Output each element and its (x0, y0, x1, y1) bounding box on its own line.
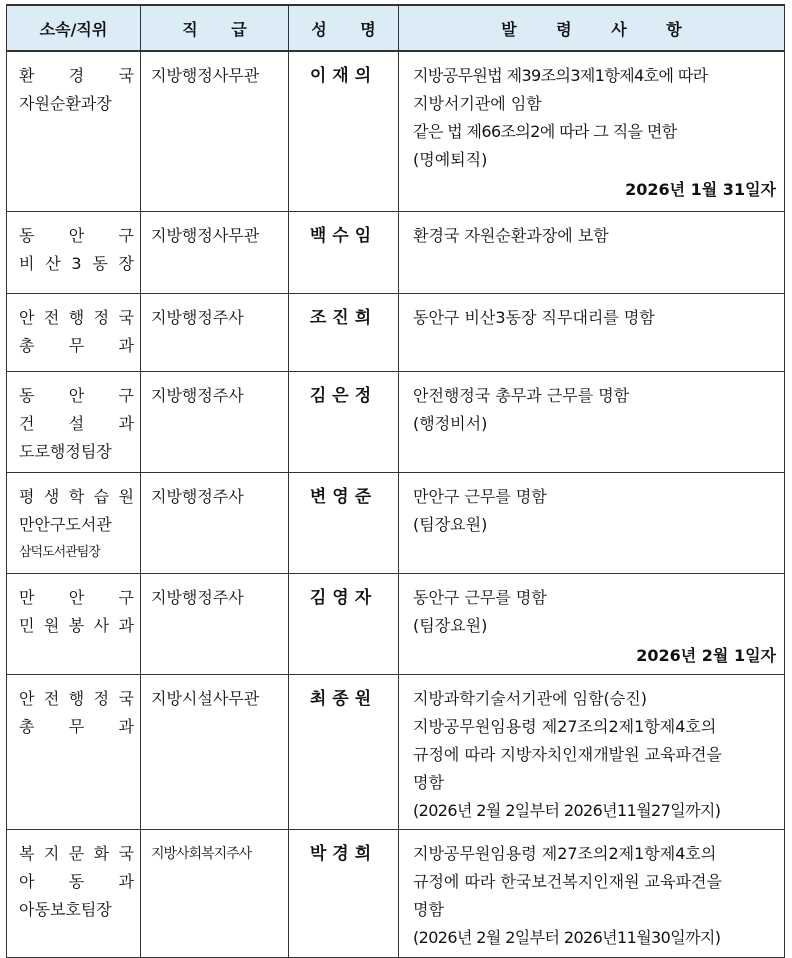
order-line: 명함 (413, 899, 444, 919)
name-cell: 박경희 (289, 829, 399, 957)
order-line: 지방공무원임용령 제27조의2제1항제4호의 (413, 843, 717, 863)
effective-date: 2026년 1월 31일자 (625, 180, 776, 199)
order-line: 지방과학기술서기관에 임함(승진) (413, 688, 647, 708)
dept-line: 삼덕도서관팀장 (19, 544, 100, 560)
dept-line: 도로행정팀장 (19, 441, 112, 461)
dept-cell (7, 573, 141, 674)
order-line: 동안구 비산3동장 직무대리를 명함 (413, 307, 655, 327)
table-row (7, 573, 785, 674)
dept-line: 만 안 구 (19, 587, 134, 607)
dept-cell (7, 293, 141, 371)
dept-line: 아 동 과 (19, 871, 134, 891)
table-row (7, 211, 785, 293)
rank-cell: 지방행정주사 (141, 573, 289, 674)
dept-cell (7, 472, 141, 573)
order-cell (399, 293, 785, 371)
order-cell (399, 573, 785, 674)
dept-line: 환 경 국 (19, 66, 134, 85)
order-line: 동안구 근무를 명함 (413, 587, 547, 607)
order-line: 지방서기관에 임함 (413, 94, 542, 113)
order-line: 명함 (413, 772, 444, 792)
order-cell (399, 674, 785, 829)
name-cell: 김은정 (289, 371, 399, 472)
header-name: 성 명 (289, 5, 399, 51)
name-cell: 최종원 (289, 674, 399, 829)
rank-cell: 지방행정주사 (141, 472, 289, 573)
table-row (7, 293, 785, 371)
order-line: (2026년 2월 2일부터 2026년11월30일까지) (413, 927, 721, 947)
order-line: 지방공무원법 제39조의3제1항제4호에 따라 (413, 66, 708, 85)
rank-cell: 지방시설사무관 (141, 674, 289, 829)
order-line: 지방공무원임용령 제27조의2제1항제4호의 (413, 716, 717, 736)
order-cell (399, 829, 785, 957)
name-cell: 조진희 (289, 293, 399, 371)
rank-cell: 지방행정사무관 (141, 211, 289, 293)
dept-line: 건 설 과 (19, 413, 134, 433)
order-cell (399, 371, 785, 472)
order-cell (399, 51, 785, 211)
table-row (7, 371, 785, 472)
header-rank: 직 급 (141, 5, 289, 51)
header-row (7, 5, 785, 51)
dept-line: 총 무 과 (19, 335, 134, 355)
order-cell (399, 472, 785, 573)
dept-line: 동 안 구 (19, 385, 134, 405)
order-line: (팀장요원) (413, 514, 488, 534)
order-line: 안전행정국 총무과 근무를 명함 (413, 385, 630, 405)
dept-cell (7, 371, 141, 472)
personnel-order-table (6, 4, 785, 958)
order-line: (행정비서) (413, 413, 488, 433)
header-order: 발 령 사 항 (399, 5, 785, 51)
table-row (7, 472, 785, 573)
table-row (7, 829, 785, 957)
dept-line: 평 생 학 습 원 (19, 486, 134, 506)
dept-line: 비 산 3 동 장 (19, 253, 134, 273)
dept-cell (7, 211, 141, 293)
dept-line: 만안구도서관 (19, 514, 112, 534)
rank-cell: 지방행정주사 (141, 293, 289, 371)
dept-line: 안 전 행 정 국 (19, 688, 134, 708)
header-dept: 소속/직위 (7, 5, 141, 51)
order-line: 규정에 따라 지방자치인재개발원 교육파견을 (413, 744, 722, 764)
order-line: (명예퇴직) (413, 150, 488, 169)
effective-date: 2026년 2월 1일자 (636, 645, 776, 665)
dept-line: 자원순환과장 (19, 94, 112, 113)
order-line: 만안구 근무를 명함 (413, 486, 547, 506)
rank-cell: 지방사회복지주사 (141, 829, 289, 957)
name-cell: 김영자 (289, 573, 399, 674)
order-line: 규정에 따라 한국보건복지인재원 교육파견을 (413, 871, 722, 891)
table-row (7, 51, 785, 211)
order-line: (2026년 2월 2일부터 2026년11월27일까지) (413, 800, 721, 820)
dept-line: 민 원 봉 사 과 (19, 615, 134, 635)
dept-cell (7, 674, 141, 829)
dept-line: 총 무 과 (19, 716, 134, 736)
dept-line: 동 안 구 (19, 225, 134, 245)
name-cell: 변영준 (289, 472, 399, 573)
name-cell: 이재의 (289, 51, 399, 211)
dept-line: 아동보호팀장 (19, 899, 112, 919)
name-cell: 백수임 (289, 211, 399, 293)
order-line: (팀장요원) (413, 615, 488, 635)
order-line: 같은 법 제66조의2에 따라 그 직을 면함 (413, 122, 677, 141)
rank-cell: 지방행정주사 (141, 371, 289, 472)
table-row (7, 674, 785, 829)
dept-cell (7, 51, 141, 211)
rank-cell: 지방행정사무관 (141, 51, 289, 211)
dept-line: 안 전 행 정 국 (19, 307, 134, 327)
dept-cell (7, 829, 141, 957)
order-cell (399, 211, 785, 293)
dept-line: 복 지 문 화 국 (19, 843, 134, 863)
order-line: 환경국 자원순환과장에 보함 (413, 225, 609, 245)
